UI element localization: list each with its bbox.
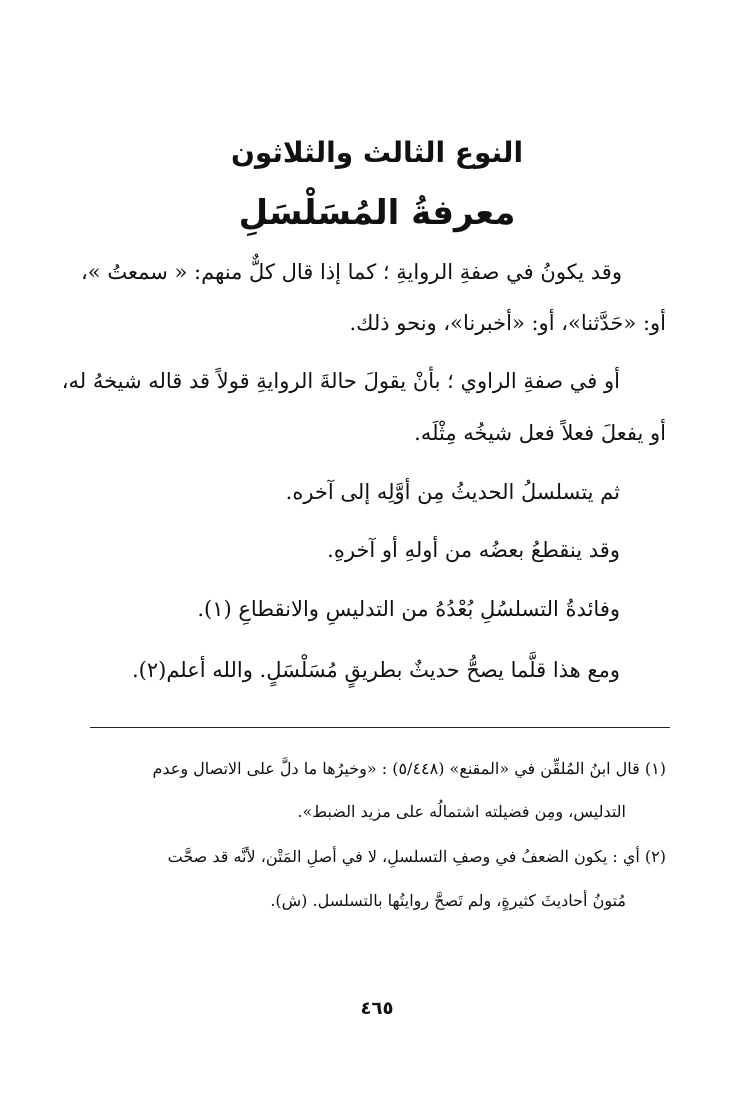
footnote-separator [90, 727, 670, 728]
footnote-1-line-2: التدليس، ومِن فضيلته اشتمالُه على مزيد الضبط». [297, 802, 626, 821]
paragraph-1-line-1: وقد يكونُ في صفةِ الروايةِ ؛ كما إذا قال كلٌّ منهم: « سمعتُ »، [81, 260, 622, 284]
paragraph-1-line-2: أو: «حَدَّثنا»، أو: «أخبرنا»، ونحو ذلك. [349, 311, 666, 335]
chapter-type-heading: النوع الثالث والثلاثون [230, 136, 524, 169]
footnote-2-line-2: مُتونُ أحاديثَ كثيرةٍ، ولم تَصحَّ روايتُها بالتسلسل. (ش). [270, 891, 626, 910]
paragraph-2-line-1: أو في صفةِ الراوي ؛ بأنْ يقولَ حالةَ الروايةِ قولاً قد قاله شيخهُ له، [61, 369, 620, 393]
footnote-2-line-1: (٢) أي : يكون الضعفُ في وصفِ التسلسلِ، لا في أصلِ المَتْن، لأنَّه قد صحَّت [167, 847, 666, 866]
page-number: ٤٦٥ [360, 998, 394, 1019]
paragraph-3: ثم يتسلسلُ الحديثُ مِن أوَّلِه إلى آخره. [285, 480, 620, 504]
footnote-1-line-1: (١) قال ابنُ المُلقِّن في «المقنع» (٥/٤٤٨) : «وخيرُها ما دلَّ على الاتصال وعدم [152, 759, 666, 778]
chapter-title: معرفةُ المُسَلْسَلِ [238, 193, 516, 233]
paragraph-2-line-2: أو يفعلَ فعلاً فعل شيخُه مِثْلَه. [414, 421, 666, 445]
paragraph-6: ومع هذا قلَّما يصحُّ حديثٌ بطريقٍ مُسَلْسَلٍ. والله أعلم(٢). [131, 658, 620, 682]
paragraph-4: وقد ينقطعُ بعضُه من أولهِ أو آخرهِ. [327, 538, 620, 562]
paragraph-5: وفائدةُ التسلسُلِ بُعْدُهُ من التدليسِ والانقطاعِ (١). [197, 597, 620, 621]
